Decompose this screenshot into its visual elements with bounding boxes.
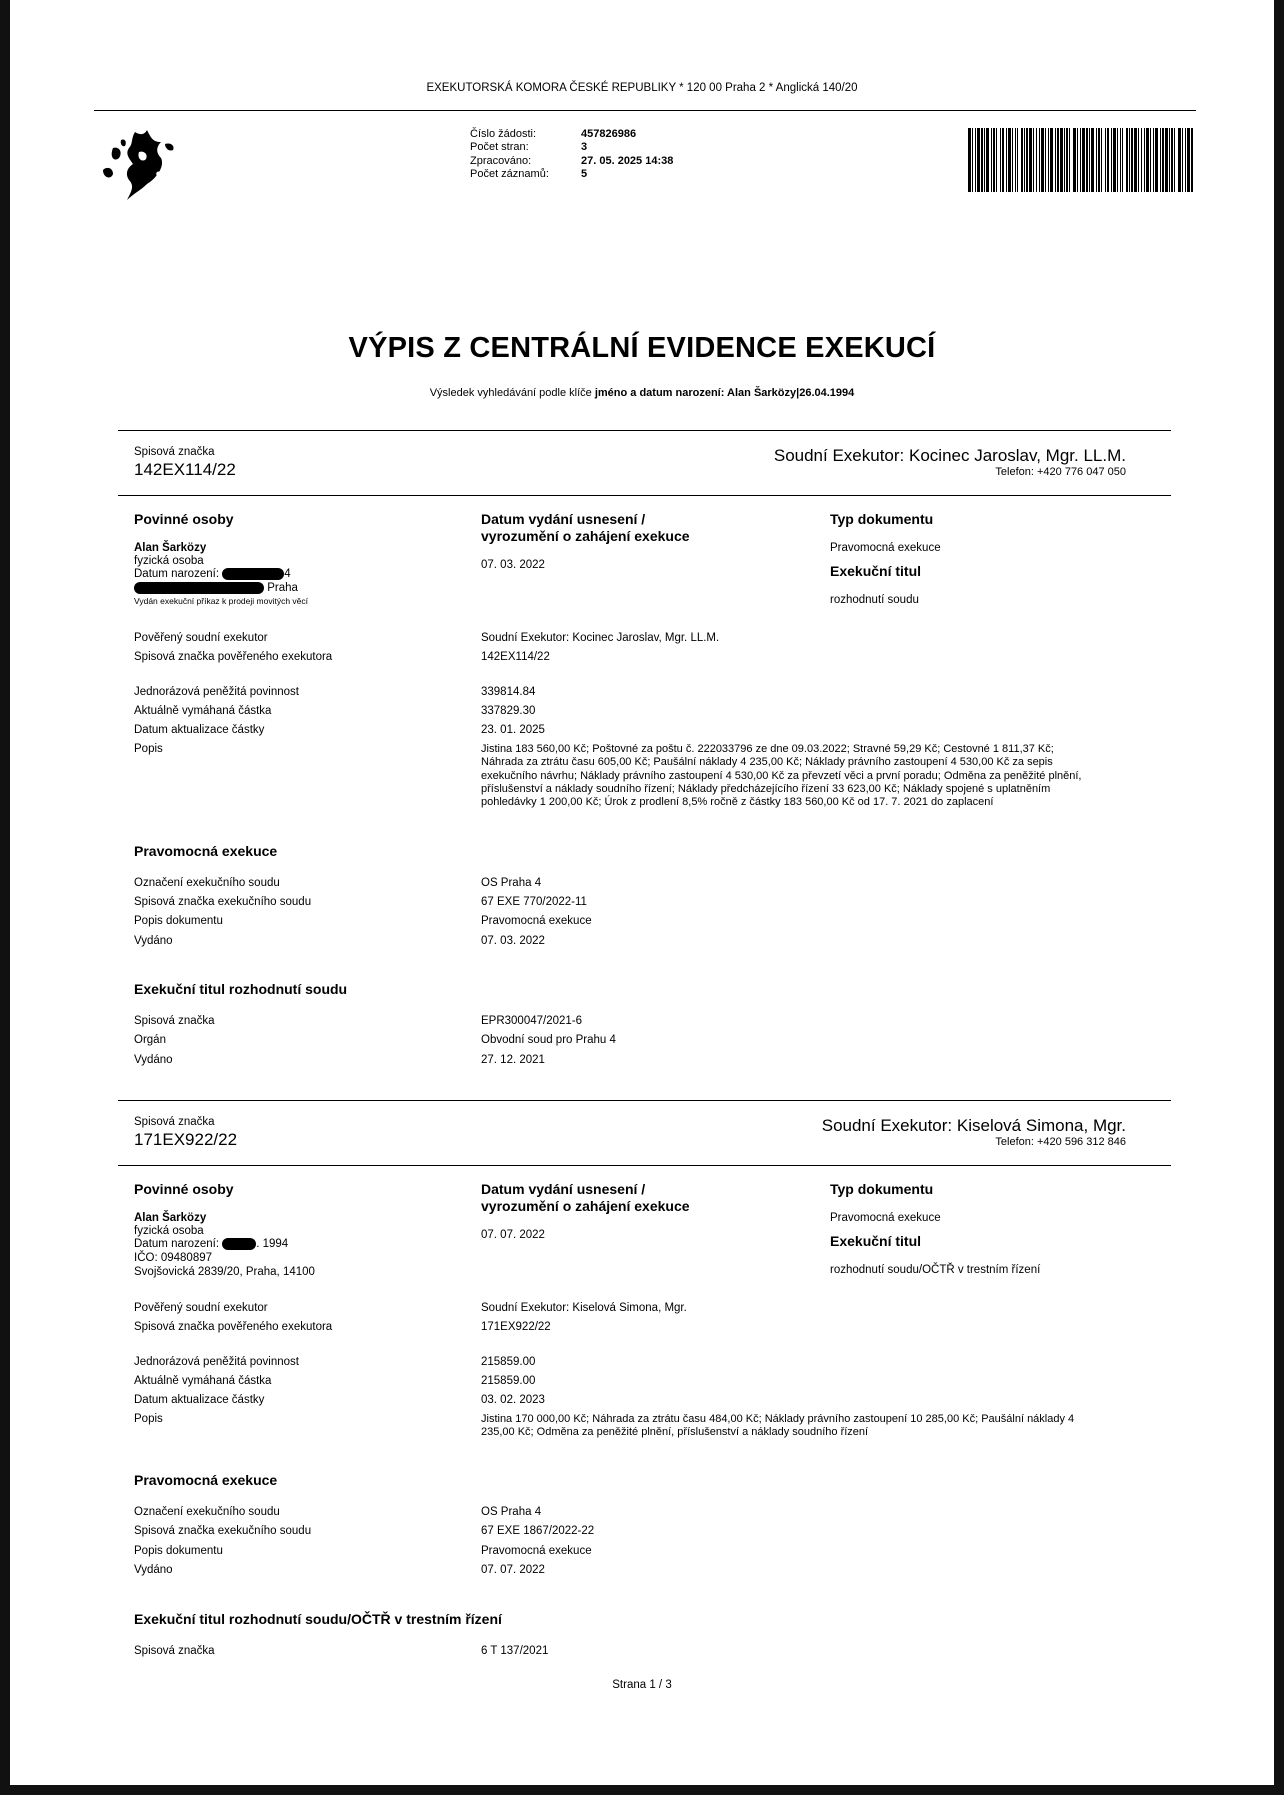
barcode-bar [1107,128,1109,192]
barcode-bar [1050,128,1053,192]
case-2-one-time: 215859.00 [481,1356,536,1368]
case-2-issue-date: 07. 07. 2022 [481,1229,545,1241]
case-1-top-divider [118,430,1171,431]
case-2-doc-desc: Pravomocná exekuce [481,1545,592,1557]
case-1-obliged-heading: Povinné osoby [134,511,234,527]
case-1-bailiff-case-label: Spisová značka pověřeného exekutora [134,651,333,663]
barcode-bar [1036,128,1037,192]
case-2-court-name: OS Praha 4 [481,1506,542,1518]
case-2-title-case-label: Spisová značka [134,1645,215,1657]
case-1-person-type: fyzická osoba [134,555,204,567]
barcode-bar [1082,128,1085,192]
case-2-doc-type-value: Pravomocná exekuce [830,1212,941,1224]
case-1-id: 142EX114/22 [134,460,236,479]
case-2-bailiff-case: 171EX922/22 [481,1321,551,1333]
barcode-bar [1026,128,1028,192]
barcode-bar [1069,128,1070,192]
case-1-current-amount: 337829.30 [481,705,536,717]
case-1-current-amount-label: Aktuálně vymáhaná částka [134,705,272,717]
case-1-court-name: OS Praha 4 [481,877,542,889]
barcode-bar [1162,128,1164,192]
barcode-bar [1055,128,1056,192]
case-1-title-case: EPR300047/2021-6 [481,1015,583,1027]
case-1-description-label: Popis [134,743,163,755]
barcode-bar [1150,128,1151,192]
document-page [10,0,1274,1785]
barcode-bar [1113,128,1116,192]
barcode-bar [993,128,995,192]
barcode-bar [1045,128,1046,192]
barcode-bar [991,128,992,192]
barcode-bar [1057,128,1059,192]
case-1-title-heading: Exekuční titul rozhodnutí soudu [134,981,348,997]
case-1-issue-date-heading-1: Datum vydání usnesení / [481,511,646,527]
case-1-final-exec-heading: Pravomocná exekuce [134,843,278,859]
case-2-top-divider [118,1100,1171,1101]
case-2-issued: 07. 07. 2022 [481,1564,545,1576]
barcode-bar [1117,128,1118,192]
meta-row-request-number: Číslo žádosti: 457826986 [470,128,637,140]
barcode-bar [1066,128,1068,192]
header-divider [94,110,1196,111]
barcode-bar [1033,128,1034,192]
case-1-birth: Datum narození: 4 [134,568,291,581]
request-meta [470,128,673,181]
barcode-bar [1165,128,1168,192]
barcode-bar [1169,128,1170,192]
barcode-bar [1021,128,1023,192]
case-2-issue-date-heading-1: Datum vydání usnesení / [481,1181,646,1197]
case-1-exec-title-value: rozhodnutí soudu [830,594,919,606]
barcode-bar [1174,128,1175,192]
case-2-doc-desc-label: Popis dokumentu [134,1545,223,1557]
barcode-bar [1006,128,1007,192]
barcode-bar [981,128,983,192]
barcode-bar [1182,128,1183,192]
case-2-description: Jistina 170 000,00 Kč; Náhrada za ztrátu času 484,00 Kč; Náklady právního zastoupení 10 285,00 Kč; Paušální náklady 4 235,00 Kč; Odměna za peněžité plnění, příslušenství a náklady soudního řízení [481,1413,1075,1439]
case-1-issue-date: 07. 03. 2022 [481,559,545,571]
case-1-title-organ-label: Orgán [134,1034,166,1046]
barcode-bar [972,128,973,192]
case-2-header-divider [118,1165,1171,1166]
barcode-bar [1060,128,1063,192]
case-1-title-issued: 27. 12. 2021 [481,1054,545,1066]
case-1-doc-type-value: Pravomocná exekuce [830,542,941,554]
case-2-phone: Telefon: +420 596 312 846 [995,1136,1126,1148]
case-2-id: 171EX922/22 [134,1130,238,1149]
case-1-bailiff-header: Soudní Exekutor: Kocinec Jaroslav, Mgr. LL.M. [773,446,1126,465]
case-1-doc-type-heading: Typ dokumentu [830,511,934,527]
case-1-doc-desc-label: Popis dokumentu [134,915,223,927]
barcode-bar [1160,128,1161,192]
case-2-current-amount: 215859.00 [481,1375,536,1387]
case-2-obliged-heading: Povinné osoby [134,1181,234,1197]
barcode-bar [1048,128,1049,192]
barcode-bar [1073,128,1076,192]
case-2-title-heading: Exekuční titul rozhodnutí soudu/OČTŘ v trestním řízení [134,1611,502,1627]
case-2-person-name: Alan Šarközy [134,1212,207,1224]
barcode-bar [1146,128,1149,192]
meta-row-processed: Zpracováno: 27. 05. 2025 14:38 [470,154,674,167]
case-2-exec-title-value: rozhodnutí soudu/OČTŘ v trestním řízení [830,1264,1041,1276]
barcode-bar [1155,128,1158,192]
case-2-court-case: 67 EXE 1867/2022-22 [481,1525,595,1537]
case-1-mark-label: Spisová značka [134,446,215,458]
barcode-bar [1029,128,1032,192]
case-1-one-time-label: Jednorázová peněžitá povinnost [134,686,299,698]
case-2-bailiff-case-label: Spisová značka pověřeného exekutora [134,1321,333,1333]
barcode-bar [1120,128,1121,192]
barcode-bar [1111,128,1112,192]
barcode [968,128,1194,192]
barcode-bar [975,128,976,192]
barcode-bar [984,128,985,192]
case-1-issued-label: Vydáno [134,935,173,947]
case-1-issue-date-heading-2: vyrozumění o zahájení exekuce [481,528,690,544]
barcode-bar [1017,128,1018,192]
barcode-bar [1080,128,1081,192]
barcode-bar [1134,128,1137,192]
barcode-bar [1077,128,1078,192]
case-1-amount-update: 23. 01. 2025 [481,724,545,736]
barcode-bar [1141,128,1142,192]
barcode-bar [1138,128,1139,192]
case-2-current-amount-label: Aktuálně vymáhaná částka [134,1375,272,1387]
case-1-court-name-label: Označení exekučního soudu [134,877,280,889]
barcode-bar [1015,128,1016,192]
page-number: Strana 1 / 3 [612,1679,672,1691]
case-1-court-case: 67 EXE 770/2022-11 [481,896,587,908]
case-2-amount-update: 03. 02. 2023 [481,1394,545,1406]
case-1-header-divider [118,495,1171,496]
case-1-bailiff-case: 142EX114/22 [481,651,550,663]
case-2-address: Svojšovická 2839/20, Praha, 14100 [134,1266,315,1278]
redaction-mark [222,568,284,580]
case-1-title-organ: Obvodní soud pro Prahu 4 [481,1034,616,1046]
barcode-bar [1091,128,1094,192]
case-1-issued: 07. 03. 2022 [481,935,545,947]
case-2-description-label: Popis [134,1413,163,1425]
case-1-amount-update-label: Datum aktualizace částky [134,724,265,736]
case-2-doc-type-heading: Typ dokumentu [830,1181,934,1197]
meta-row-page-count: Počet stran: 3 [470,141,588,154]
case-1-address: Praha [134,582,298,594]
barcode-bar [1064,128,1065,192]
barcode-bar [1126,128,1128,192]
barcode-bar [1000,128,1001,192]
barcode-bar [1144,128,1145,192]
document-title: VÝPIS Z CENTRÁLNÍ EVIDENCE EXEKUCÍ [348,332,936,364]
search-subtitle: Výsledek vyhledávání podle klíče jméno a datum narození: Alan Šarközy|26.04.1994 [429,387,855,399]
barcode-bar [1191,128,1193,192]
case-1-note: Vydán exekuční příkaz k prodeji movitých věcí [134,596,309,606]
case-2-mark-label: Spisová značka [134,1116,215,1128]
case-1-exec-title-heading: Exekuční titul [830,563,922,579]
barcode-bar [1153,128,1154,192]
barcode-bar [1002,128,1004,192]
redaction-mark [134,582,264,594]
case-1-assigned-bailiff-label: Pověřený soudní exekutor [134,632,268,644]
barcode-bar [1089,128,1090,192]
case-2-bailiff-header: Soudní Exekutor: Kiselová Simona, Mgr. [821,1116,1126,1135]
case-1-description: Jistina 183 560,00 Kč; Poštovné za poštu č. 222033796 ze dne 09.03.2022; Stravné 59,29 Kč; Cestovné 1 811,37 Kč; Náhrada za ztrátu času 605,00 Kč; Paušální náklady 4 235,00 Kč; Náklady právního zastoupení 4 530,00 Kč za sepis exekučního návrhu; Náklady právního zastoupení 4 530,00 Kč za převzetí věci a první poradu; Odměna za peněžité plnění, příslušenství a náklady soudního řízení; Náklady předcházejícího řízení 33 623,00 Kč; Náklady spojené s uplatněním pohledávky 1 200,00 Kč; Úrok z prodlení 8,5% ročně z částky 183 560,00 Kč od 17. 7. 2021 do zaplacení [481,743,1082,809]
barcode-bar [1105,128,1106,192]
barcode-bar [1098,128,1100,192]
barcode-bar [1131,128,1133,192]
barcode-bar [996,128,997,192]
case-2-issued-label: Vydáno [134,1564,173,1576]
barcode-bar [1129,128,1130,192]
barcode-bar [1086,128,1088,192]
case-2-exec-title-heading: Exekuční titul [830,1233,922,1249]
case-2-final-exec-heading: Pravomocná exekuce [134,1472,278,1488]
case-2-court-case-label: Spisová značka exekučního soudu [134,1525,312,1537]
case-2-one-time-label: Jednorázová peněžitá povinnost [134,1356,299,1368]
case-2-person-type: fyzická osoba [134,1225,204,1237]
barcode-bar [1008,128,1011,192]
chamber-header: EXEKUTORSKÁ KOMORA ČESKÉ REPUBLIKY * 120 00 Praha 2 * Anglická 140/20 [426,82,858,94]
chamber-logo-icon [95,128,185,204]
barcode-bar [1185,128,1186,192]
barcode-bar [1041,128,1044,192]
case-2-amount-update-label: Datum aktualizace částky [134,1394,265,1406]
barcode-bar [1012,128,1013,192]
case-1-doc-desc: Pravomocná exekuce [481,915,592,927]
case-1-title-case-label: Spisová značka [134,1015,215,1027]
barcode-bar [1096,128,1097,192]
barcode-bar [1039,128,1040,192]
case-2-assigned-bailiff-label: Pověřený soudní exekutor [134,1302,268,1314]
meta-row-record-count: Počet záznamů: 5 [470,167,588,180]
barcode-bar [1178,128,1181,192]
barcode-bar [1187,128,1190,192]
case-2-court-name-label: Označení exekučního soudu [134,1506,280,1518]
case-1-assigned-bailiff: Soudní Exekutor: Kocinec Jaroslav, Mgr. LL.M. [481,632,720,644]
case-1-one-time: 339814.84 [481,686,536,698]
case-1-title-issued-label: Vydáno [134,1054,173,1066]
case-1-person-name: Alan Šarközy [134,542,207,554]
case-1-court-case-label: Spisová značka exekučního soudu [134,896,312,908]
barcode-bar [1101,128,1102,192]
case-2-issue-date-heading-2: vyrozumění o zahájení exekuce [481,1198,690,1214]
case-2-assigned-bailiff: Soudní Exekutor: Kiselová Simona, Mgr. [481,1302,687,1314]
case-2-ico: IČO: 09480897 [134,1252,213,1264]
barcode-bar [1122,128,1123,192]
barcode-bar [1171,128,1173,192]
barcode-bar [986,128,989,192]
barcode-bar [977,128,980,192]
barcode-bar [968,128,971,192]
case-2-birth: Datum narození: . 1994 [134,1238,289,1251]
case-1-phone: Telefon: +420 776 047 050 [995,466,1126,478]
case-2-title-case: 6 T 137/2021 [481,1645,549,1657]
barcode-bar [1024,128,1025,192]
redaction-mark [222,1238,256,1250]
